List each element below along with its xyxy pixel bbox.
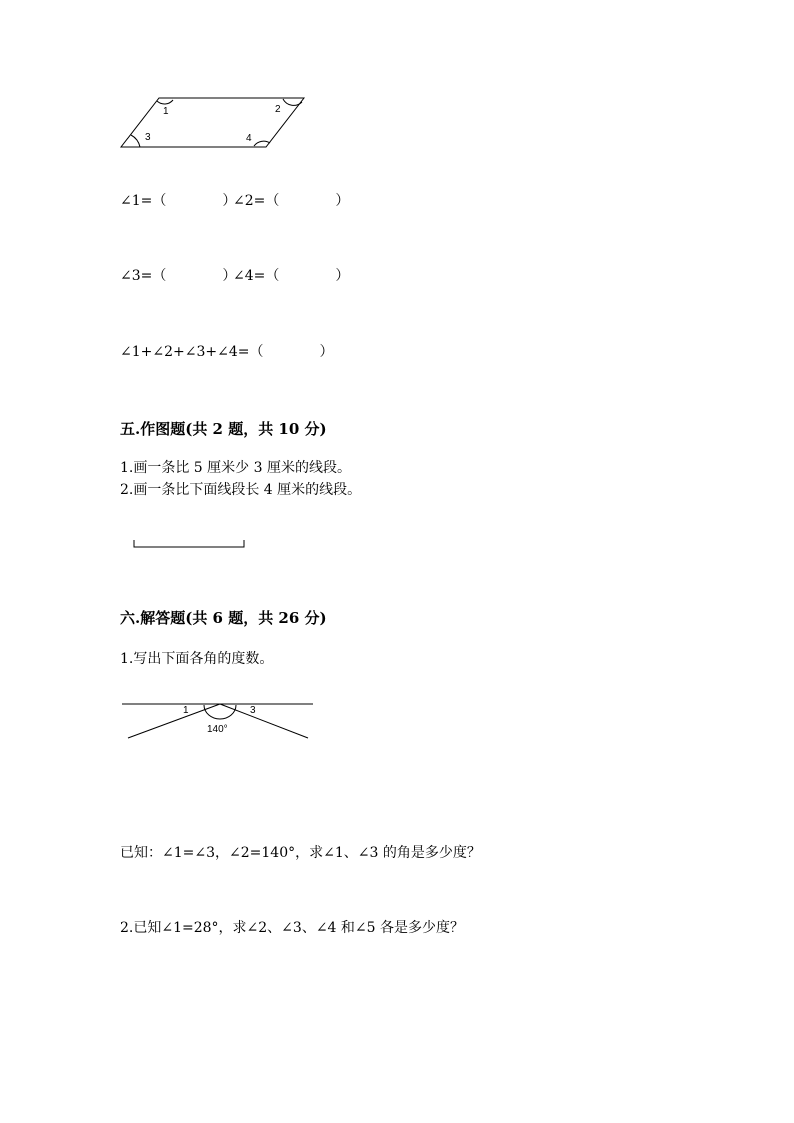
section-6-q2: 2.已知∠1=28°，求∠2、∠3、∠4 和∠5 各是多少度？ <box>120 920 464 936</box>
angle-arc-1 <box>157 100 173 104</box>
section-5-title: 五.作图题(共 2 题，共 10 分) <box>120 420 327 438</box>
section-5-item-1: 1.画一条比 5 厘米少 3 厘米的线段。 <box>120 460 351 476</box>
paren-close: ） <box>319 344 334 360</box>
angle-3-blank <box>120 265 236 285</box>
angle-sum-blank <box>120 341 333 361</box>
paren-close: ） <box>335 193 350 209</box>
angle-4-prompt: ∠4=（ <box>233 268 280 284</box>
angle-3-prompt: ∠3=（ <box>120 268 167 284</box>
section-6-known: 已知：∠1=∠3，∠2=140°，求∠1、∠3 的角是多少度？ <box>120 845 481 861</box>
angle-arc-3 <box>131 135 140 147</box>
angle-2-prompt: ∠2=（ <box>233 193 280 209</box>
angle-4-blank <box>233 265 349 285</box>
angle-arc-2 <box>283 99 302 105</box>
paren-close: ） <box>335 268 350 284</box>
angle-label-2: 2 <box>275 104 281 115</box>
angle-sum-prompt: ∠1+∠2+∠3+∠4=（ <box>120 344 264 360</box>
paren-close: ） <box>222 268 237 284</box>
section-5-item-2: 2.画一条比下面线段长 4 厘米的线段。 <box>120 482 362 498</box>
angle-1-prompt: ∠1=（ <box>120 193 167 209</box>
angle-arc-140 <box>204 705 236 719</box>
angle-figure <box>0 690 794 750</box>
angle-label-1: 1 <box>183 705 189 716</box>
angle-2-blank <box>233 190 349 210</box>
section-6-title: 六.解答题(共 6 题，共 26 分) <box>120 609 327 627</box>
angle-label-140: 140° <box>207 724 228 735</box>
reference-segment <box>0 530 794 560</box>
ray-right <box>220 704 308 738</box>
section-6-q1: 1.写出下面各角的度数。 <box>120 651 274 667</box>
angle-label-3: 3 <box>145 132 151 143</box>
angle-label-3: 3 <box>250 705 256 716</box>
parallelogram-figure <box>0 0 794 160</box>
angle-label-1: 1 <box>163 106 169 117</box>
angle-1-blank <box>120 190 236 210</box>
paren-close: ） <box>222 193 237 209</box>
angle-label-4: 4 <box>246 133 252 144</box>
